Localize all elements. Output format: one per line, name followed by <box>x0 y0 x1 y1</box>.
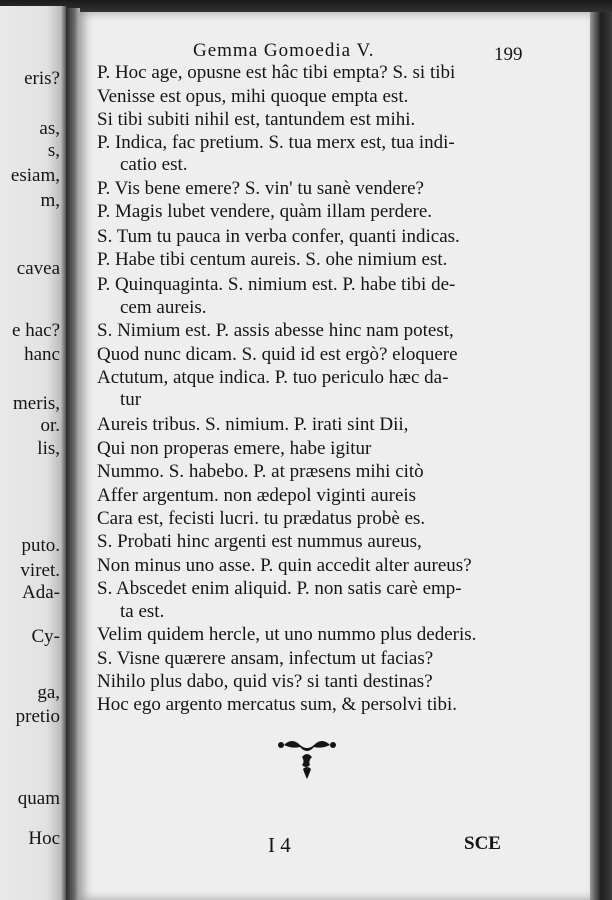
text-line: Quod nunc dicam. S. quid id est ergò? eloquere <box>97 344 458 365</box>
text-line: P. Hoc age, opusne est hâc tibi empta? S. si tibi <box>97 62 456 83</box>
left-page-fragment: m, <box>40 190 60 211</box>
text-line: S. Tum tu pauca in verba confer, quanti indicas. <box>97 226 460 247</box>
text-line: S. Probati hinc argenti est nummus aureus, <box>97 531 422 552</box>
left-page-fragment: Ada- <box>22 582 60 603</box>
text-line: Qui non properas emere, habe igitur <box>97 438 372 459</box>
left-page-fragment: Cy- <box>31 626 60 647</box>
left-page-fragment: meris, <box>13 393 60 414</box>
text-line: cem aureis. <box>120 297 207 318</box>
text-line: Velim quidem hercle, ut uno nummo plus dederis. <box>97 624 477 645</box>
text-line: Nummo. S. habebo. P. at præsens mihi citò <box>97 461 424 482</box>
left-page-fragment: or. <box>40 415 60 436</box>
left-facing-page <box>0 6 66 900</box>
left-page-fragment: lis, <box>37 438 60 459</box>
left-page-fragment: pretio <box>15 706 60 727</box>
text-line: P. Quinquaginta. S. nimium est. P. habe tibi de- <box>97 274 456 295</box>
text-line: Non minus uno asse. P. quin accedit alter aureus? <box>97 555 472 576</box>
left-page-fragment: s, <box>47 140 60 161</box>
text-line: Nihilo plus dabo, quid vis? si tanti destinas? <box>97 671 433 692</box>
left-page-fragment: e hac? <box>12 320 60 341</box>
page-number: 199 <box>494 44 523 65</box>
text-line: Aureis tribus. S. nimium. P. irati sint Dii, <box>97 414 409 435</box>
left-page-fragment: esiam, <box>10 165 60 186</box>
text-line: P. Indica, fac pretium. S. tua merx est, tua indi- <box>97 132 455 153</box>
text-line: Actutum, atque indica. P. tuo periculo hæc da- <box>97 367 449 388</box>
text-line: Cara est, fecisti lucri. tu prædatus probè es. <box>97 508 426 529</box>
left-page-fragment: quam <box>17 788 60 809</box>
left-page-fragment: viret. <box>20 560 60 581</box>
page-edge <box>590 12 612 900</box>
left-page-fragment: puto. <box>21 535 60 556</box>
left-page-fragment: eris? <box>24 68 60 89</box>
left-page-fragment: hanc <box>24 344 60 365</box>
signature-mark: I 4 <box>268 833 291 857</box>
left-page-fragment: as, <box>39 118 60 139</box>
left-page-fragment: Hoc <box>28 828 60 849</box>
text-line: ta est. <box>120 601 165 622</box>
text-line: Hoc ego argento mercatus sum, & persolvi tibi. <box>97 694 458 715</box>
text-line: Venisse est opus, mihi quoque empta est. <box>97 86 409 107</box>
text-line: Si tibi subiti nihil est, tantundem est mihi. <box>97 109 416 130</box>
left-page-fragment: cavea <box>16 258 60 279</box>
text-line: tur <box>120 389 142 410</box>
text-line: P. Magis lubet vendere, quàm illam perdere. <box>97 201 433 222</box>
printer-ornament-icon <box>272 735 342 785</box>
text-line: P. Habe tibi centum aureis. S. ohe nimium est. <box>97 249 448 270</box>
left-page-fragment: ga, <box>37 682 60 703</box>
catchword: SCE <box>464 833 501 854</box>
text-line: S. Visne quærere ansam, infectum ut facias? <box>97 648 434 669</box>
text-line: P. Vis bene emere? S. vin' tu sanè vendere? <box>97 178 424 199</box>
text-line: S. Nimium est. P. assis abesse hinc nam potest, <box>97 320 454 341</box>
text-line: catio est. <box>120 154 188 175</box>
text-line: S. Abscedet enim aliquid. P. non satis carè emp- <box>97 578 462 599</box>
text-line: Affer argentum. non ædepol viginti aureis <box>97 485 417 506</box>
running-head: Gemma Gomoedia V. <box>193 40 375 61</box>
